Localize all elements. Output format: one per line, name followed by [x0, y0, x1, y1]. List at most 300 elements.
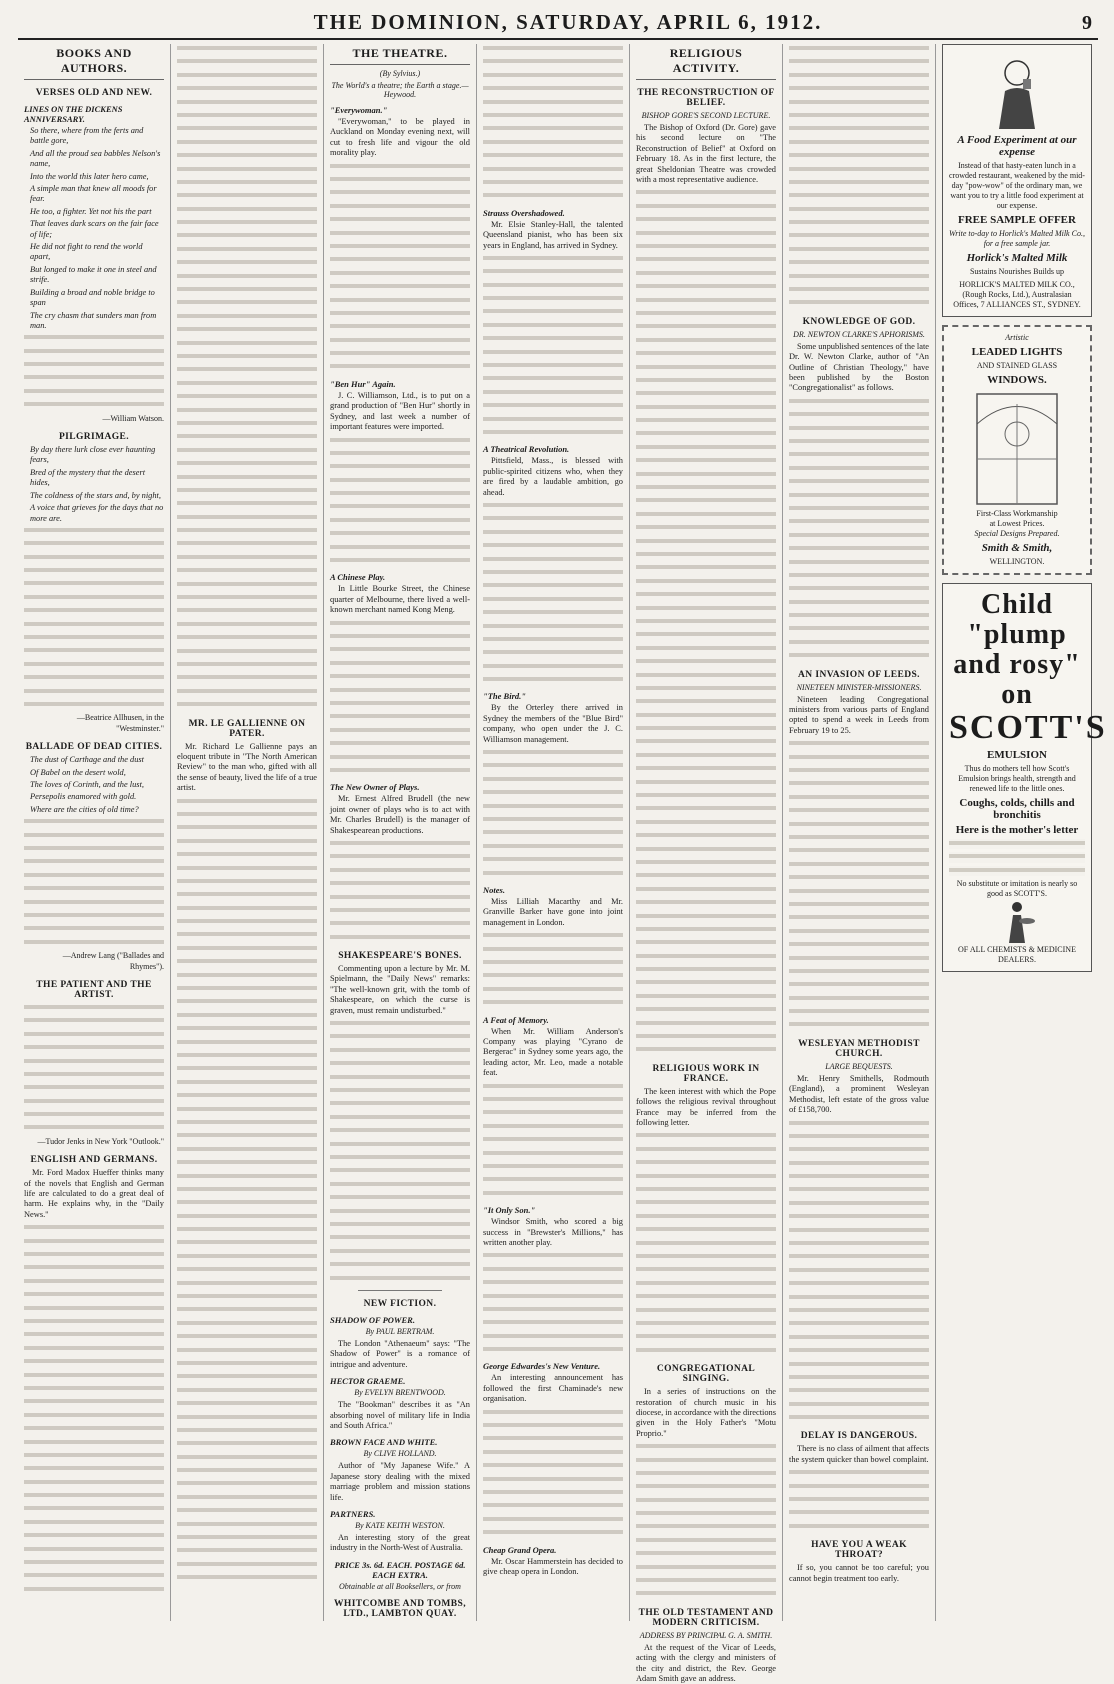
text-filler: [24, 593, 164, 603]
text-filler: [636, 309, 776, 319]
text-filler: [789, 980, 929, 990]
text-filler: [483, 1305, 623, 1315]
smith-line4: WINDOWS.: [987, 374, 1047, 386]
text-filler: [636, 349, 776, 359]
text-filler: [177, 890, 317, 900]
text-filler: [636, 992, 776, 1002]
text-filler: [789, 806, 929, 816]
text-filler: [483, 1461, 623, 1471]
text-filler: [177, 1453, 317, 1463]
text-filler: [483, 428, 623, 438]
text-filler: [330, 309, 470, 319]
text-filler: [789, 1333, 929, 1343]
text-filler: [177, 1091, 317, 1101]
text-filler: [636, 804, 776, 814]
text-filler: [330, 632, 470, 642]
text-filler: [483, 307, 623, 317]
text-filler: [177, 984, 317, 994]
text-filler: [177, 191, 317, 201]
text-filler: [177, 392, 317, 402]
text-filler: [24, 1083, 164, 1093]
text-filler: [789, 517, 929, 527]
text-filler: [330, 1086, 470, 1096]
text-filler: [330, 1233, 470, 1243]
text-filler: [24, 1330, 164, 1340]
text-filler: [177, 339, 317, 349]
poem-attribution: —Tudor Jenks in New York "Outlook.": [37, 1136, 164, 1146]
text-filler: [177, 1172, 317, 1182]
text-filler: [636, 858, 776, 868]
text-filler: [789, 833, 929, 843]
text-filler: [483, 945, 623, 955]
text-filler: [636, 403, 776, 413]
text-filler: [636, 1346, 776, 1356]
theatre-subheading: "Everywoman.": [330, 105, 388, 115]
text-filler: [636, 1239, 776, 1249]
text-filler: [177, 486, 317, 496]
text-filler: [636, 363, 776, 373]
article-text: Mr. Oscar Hammerstein has decided to give cheap opera in London.: [483, 1556, 623, 1576]
text-filler: [483, 1501, 623, 1511]
text-filler: [789, 766, 929, 776]
text-filler: [330, 296, 470, 306]
text-filler: [483, 514, 623, 524]
poem-line: Bred of the mystery that the desert hides,: [30, 467, 146, 488]
text-filler: [483, 1082, 623, 1092]
text-filler: [636, 1158, 776, 1168]
text-filler: [789, 873, 929, 883]
horlicks-address: HORLICK'S MALTED MILK CO., (Rough Rocks, Ltd.), Australasian Offices, 7 ALLIANCES ST., SYDNEY.: [953, 280, 1081, 309]
text-filler: [636, 1469, 776, 1479]
book-description: Author of "My Japanese Wife." A Japanese story dealing with the mixed marriage problem and mission stations life.: [330, 1461, 470, 1502]
text-filler: [24, 673, 164, 683]
text-filler: [636, 818, 776, 828]
section-heading-religious: RELIGIOUS ACTIVITY.: [636, 46, 776, 80]
text-filler: [483, 361, 623, 371]
text-filler: [789, 1266, 929, 1276]
text-filler: [789, 437, 929, 447]
text-filler: [789, 900, 929, 910]
text-filler: [177, 1212, 317, 1222]
text-filler: [177, 1225, 317, 1235]
text-filler: [24, 1003, 164, 1013]
text-filler: [636, 898, 776, 908]
text-filler: [24, 1438, 164, 1448]
text-filler: [177, 1332, 317, 1342]
text-filler: [177, 1560, 317, 1570]
text-filler: [789, 611, 929, 621]
text-filler: [177, 1051, 317, 1061]
article-text: Nineteen leading Congregational ministers from various parts of England opted to spend a week in Leeds from February 19 to 25.: [789, 694, 929, 735]
book-description: The London "Athenaeum" says: "The Shadow of Power" is a romance of intrigue and adventure.: [330, 1338, 470, 1369]
article-text: "Everywoman," to be played in Auckland on Monday evening next, will cut to fresh life and vigour the old morality play.: [330, 117, 470, 158]
text-filler: [24, 1545, 164, 1555]
text-filler: [636, 938, 776, 948]
verses-heading: VERSES OLD AND NEW.: [35, 88, 153, 98]
poem-line: The loves of Corinth, and the lust,: [30, 780, 144, 789]
text-filler: [483, 528, 623, 538]
text-filler: [789, 245, 929, 255]
text-filler: [789, 598, 929, 608]
text-filler: [789, 1132, 929, 1142]
article-text: The Bishop of Oxford (Dr. Gore) gave his second lecture on "The Reconstruction of Belief" at Oxford on February 18. As in the first lecture, the great Sheldonian Theatre was crowded with a most representative audience.: [636, 123, 776, 185]
article-text: At the request of the Vicar of Leeds, acting with the clergy and ministers of the city and district, the Rev. George Adam Smith gave an address.: [636, 1642, 776, 1684]
text-filler: [330, 255, 470, 265]
text-filler: [177, 98, 317, 108]
text-filler: [483, 581, 623, 591]
text-filler: [636, 1145, 776, 1155]
text-filler: [789, 1119, 929, 1129]
text-filler: [789, 1319, 929, 1329]
text-filler: [636, 1549, 776, 1559]
text-filler: [24, 1558, 164, 1568]
text-filler: [636, 1536, 776, 1546]
text-filler: [177, 111, 317, 121]
stained-glass-icon: [962, 389, 1072, 509]
article-text: Some unpublished sentences of the late Dr. W. Newton Clarke, author of "An Outline of Christian Theology," have been published by the Boston "Congregationalist" as follows.: [789, 341, 929, 393]
text-filler: [636, 1482, 776, 1492]
text-filler: [330, 1059, 470, 1069]
poem-line: So there, where from the ferts and battle gore,: [30, 126, 144, 146]
smith-line5: First-Class Workmanship: [976, 509, 1058, 518]
text-filler: [789, 558, 929, 568]
text-filler: [949, 839, 1085, 849]
text-filler: [483, 1108, 623, 1118]
text-filler: [177, 660, 317, 670]
smith-line3: AND STAINED GLASS: [976, 361, 1058, 370]
text-filler: [789, 584, 929, 594]
article-text: Windsor Smith, who scored a big success in "Brewster's Millions," has written another play.: [483, 1217, 623, 1247]
scotts-brand: SCOTT'S: [949, 709, 1107, 746]
text-filler: [636, 1589, 776, 1599]
text-filler: [789, 651, 929, 661]
text-filler: [483, 1095, 623, 1105]
text-filler: [24, 1317, 164, 1327]
text-filler: [177, 285, 317, 295]
gallienne-heading: MR. LE GALLIENNE ON PATER.: [188, 718, 306, 739]
text-filler: [330, 753, 470, 763]
horlicks-brand: Horlick's Malted Milk: [966, 252, 1068, 264]
text-filler: [789, 410, 929, 420]
text-filler: [636, 1496, 776, 1506]
text-filler: [330, 543, 470, 553]
article-text: Mr. Ernest Alfred Brudell (the new joint owner of plays who is to act with Mr. Charles Brudell) is the manager of Shakespearean productions.: [330, 794, 470, 835]
text-filler: [177, 944, 317, 954]
text-filler: [789, 138, 929, 148]
text-filler: [330, 712, 470, 722]
text-filler: [789, 1212, 929, 1222]
text-filler: [789, 940, 929, 950]
text-filler: [636, 711, 776, 721]
ballade-poem: [24, 755, 164, 972]
stage-subheading: A Theatrical Revolution.: [483, 444, 570, 455]
book-author: By KATE KEITH WESTON.: [355, 1520, 445, 1530]
knowledge-heading: KNOWLEDGE OF GOD.: [802, 316, 916, 327]
text-filler: [330, 362, 470, 372]
text-filler: [24, 1237, 164, 1247]
article-text: There is no class of ailment that affects the system quicker than bowel complaint.: [789, 1444, 929, 1464]
text-filler: [177, 673, 317, 683]
horlicks-offer: Write to-day to Horlick's Malted Milk Co., for a free sample jar.: [949, 229, 1085, 248]
text-filler: [24, 1397, 164, 1407]
patient-poem: [24, 1003, 164, 1147]
text-filler: [177, 473, 317, 483]
text-filler: [636, 255, 776, 265]
text-filler: [24, 1411, 164, 1421]
text-filler: [483, 648, 623, 658]
stage-subheading: "It Only Son.": [483, 1205, 536, 1216]
text-filler: [636, 496, 776, 506]
text-filler: [789, 298, 929, 308]
text-filler: [636, 751, 776, 761]
text-filler: [330, 726, 470, 736]
text-filler: [330, 436, 470, 446]
text-filler: [24, 1357, 164, 1367]
text-filler: [636, 1185, 776, 1195]
article-text: In a series of instructions on the restoration of church music in his diocese, in accordance with the directions given in the Holy Father's "Motu Proprio.": [636, 1387, 776, 1438]
text-filler: [177, 205, 317, 215]
text-filler: [177, 526, 317, 536]
text-filler: [330, 162, 470, 172]
text-filler: [24, 1464, 164, 1474]
delay-heading: DELAY IS DANGEROUS.: [800, 1431, 918, 1442]
article-text: When Mr. William Anderson's Company was playing "Cyrano de Bergerac" in Sydney some years ago, the leading actor, Mr. Leo, made a notable feat.: [483, 1026, 623, 1078]
text-filler: [330, 476, 470, 486]
text-filler: [483, 1421, 623, 1431]
text-filler: [177, 580, 317, 590]
text-filler: [24, 884, 164, 894]
article-text: By the Orterley there arrived in Sydney the members of the "Blue Bird" company, who open under the J. C. Williamson management.: [483, 703, 623, 744]
smith-advert: [942, 325, 1092, 575]
text-filler: [483, 415, 623, 425]
text-filler: [177, 1038, 317, 1048]
text-filler: [24, 620, 164, 630]
stage-subheading: A Feat of Memory.: [483, 1014, 549, 1025]
stage-subheading: George Edwardes's New Venture.: [483, 1361, 601, 1372]
text-filler: [789, 191, 929, 201]
column-theatre: [324, 44, 477, 1621]
text-filler: [483, 1175, 623, 1185]
text-filler: [24, 1518, 164, 1528]
text-filler: [636, 456, 776, 466]
text-filler: [177, 406, 317, 416]
book-title: PARTNERS.: [330, 1508, 376, 1519]
text-filler: [789, 1007, 929, 1017]
text-filler: [177, 1372, 317, 1382]
text-filler: [330, 1153, 470, 1163]
text-filler: [330, 449, 470, 459]
article-text: Mr. Henry Smithells, Rodmouth (England), a prominent Wesleyan Methodist, left estate of the gross value of £158,700.: [789, 1073, 929, 1115]
divider: [358, 1290, 442, 1291]
text-filler: [177, 1118, 317, 1128]
text-filler: [330, 1207, 470, 1217]
horlicks-body: Instead of that hasty-eaten lunch in a crowded restaurant, weakened by the mid-day "pow-wow" of the ordinary man, we want you to try a little food experiment at our expense.: [949, 161, 1085, 210]
text-filler: [636, 657, 776, 667]
text-filler: [24, 1123, 164, 1133]
text-filler: [177, 1399, 317, 1409]
text-filler: [789, 1226, 929, 1236]
text-filler: [636, 269, 776, 279]
text-filler: [177, 1466, 317, 1476]
text-filler: [177, 1279, 317, 1289]
text-filler: [636, 1442, 776, 1452]
smith-brand: Smith & Smith,: [981, 542, 1053, 554]
text-filler: [483, 267, 623, 277]
text-filler: [483, 294, 623, 304]
text-filler: [330, 1073, 470, 1083]
text-filler: [177, 365, 317, 375]
text-filler: [177, 864, 317, 874]
text-filler: [483, 401, 623, 411]
text-filler: [483, 1488, 623, 1498]
text-filler: [483, 815, 623, 825]
text-filler: [636, 1032, 776, 1042]
text-filler: [789, 1522, 929, 1532]
poem-attribution: —Beatrice Allhusen, in the "Westminster.": [76, 713, 164, 733]
text-filler: [636, 630, 776, 640]
text-filler: [330, 879, 470, 889]
text-filler: [636, 617, 776, 627]
text-filler: [177, 325, 317, 335]
text-filler: [177, 1413, 317, 1423]
text-filler: [483, 1122, 623, 1132]
text-filler: [636, 778, 776, 788]
text-filler: [177, 1359, 317, 1369]
text-filler: [330, 229, 470, 239]
text-filler: [177, 1573, 317, 1583]
text-filler: [177, 1479, 317, 1489]
text-filler: [177, 620, 317, 630]
horlicks-tagline: Sustains Nourishes Builds up: [969, 267, 1064, 276]
text-filler: [177, 700, 317, 710]
text-filler: [789, 218, 929, 228]
text-filler: [636, 282, 776, 292]
text-filler: [636, 188, 776, 198]
book-title: SHADOW OF POWER.: [330, 1314, 415, 1325]
text-filler: [789, 739, 929, 749]
text-filler: [483, 334, 623, 344]
text-filler: [636, 1212, 776, 1222]
article-text: An interesting announcement has followed the first Chaminade's new organisation.: [483, 1373, 623, 1404]
text-filler: [636, 965, 776, 975]
text-filler: [177, 1319, 317, 1329]
text-filler: [789, 1373, 929, 1383]
text-filler: [177, 151, 317, 161]
book-description: An interesting story of the great industry in the North-West of Australia.: [330, 1532, 470, 1553]
text-filler: [636, 912, 776, 922]
poem-line: The coldness of the stars and, by night,: [30, 490, 161, 500]
smith-line7: Special Designs Prepared.: [974, 529, 1060, 538]
text-filler: [789, 504, 929, 514]
text-filler: [177, 272, 317, 282]
text-filler: [789, 531, 929, 541]
text-filler: [24, 1250, 164, 1260]
text-filler: [177, 957, 317, 967]
text-filler: [483, 44, 623, 54]
text-filler: [24, 938, 164, 948]
text-filler: [330, 839, 470, 849]
text-filler: [636, 764, 776, 774]
text-filler: [636, 1306, 776, 1316]
poem-line: Where are the cities of old time?: [30, 804, 139, 814]
text-filler: [330, 1126, 470, 1136]
text-filler: [330, 739, 470, 749]
text-filler: [789, 111, 929, 121]
price-line: PRICE 3s. 6d. EACH. POSTAGE 6d. EACH EXTRA.: [334, 1559, 466, 1580]
theatre-motto: The World's a theatre; the Earth a stage.—Heywood.: [331, 81, 469, 99]
text-filler: [24, 1585, 164, 1595]
text-filler: [330, 462, 470, 472]
text-filler: [177, 1011, 317, 1021]
article-text: Mr. Ford Madox Hueffer thinks many of the novels that English and German life are calculated to do a great deal of harm. He explains why, in the "Daily News.": [24, 1168, 164, 1219]
text-filler: [330, 202, 470, 212]
text-filler: [24, 1070, 164, 1080]
scotts-proof: Here is the mother's letter: [955, 824, 1079, 836]
poem-line: The dust of Carthage and the dust: [30, 755, 144, 765]
column-religious: [630, 44, 783, 1684]
ballade-heading: BALLADE OF DEAD CITIES.: [25, 742, 163, 753]
leeds-heading: AN INVASION OF LEEDS.: [798, 669, 920, 680]
text-filler: [177, 245, 317, 255]
column-stage: [477, 44, 630, 1621]
text-filler: [483, 1278, 623, 1288]
text-filler: [177, 1198, 317, 1208]
column-books: [18, 44, 171, 1621]
reconstruction-heading: THE RECONSTRUCTION OF BELIEF.: [637, 88, 775, 108]
text-filler: [177, 513, 317, 523]
text-filler: [789, 571, 929, 581]
text-filler: [483, 761, 623, 771]
text-filler: [789, 1239, 929, 1249]
text-filler: [24, 1491, 164, 1501]
text-filler: [24, 566, 164, 576]
criticism-heading: THE OLD TESTAMENT AND MODERN CRITICISM.: [638, 1607, 774, 1628]
text-filler: [636, 831, 776, 841]
text-filler: [24, 844, 164, 854]
poem-line: But longed to make it one in steel and strife.: [30, 264, 157, 285]
stage-subheading: Strauss Overshadowed.: [483, 207, 565, 218]
text-filler: [483, 151, 623, 161]
text-filler: [177, 1145, 317, 1155]
text-filler: [24, 1344, 164, 1354]
scotts-body: Thus do mothers tell how Scott's Emulsion brings health, strength and renewed life to the little ones.: [958, 764, 1076, 793]
text-filler: [789, 1346, 929, 1356]
text-filler: [177, 1078, 317, 1088]
text-filler: [636, 376, 776, 386]
text-filler: [24, 1571, 164, 1581]
article-text: Miss Lilliah Macarthy and Mr. Granville Barker have gone into joint management in London.: [483, 897, 623, 927]
text-filler: [177, 877, 317, 887]
text-filler: [483, 1332, 623, 1342]
text-filler: [483, 622, 623, 632]
text-filler: [24, 1531, 164, 1541]
text-filler: [330, 1247, 470, 1257]
text-filler: [789, 1252, 929, 1262]
text-filler: [24, 857, 164, 867]
text-filler: [177, 1185, 317, 1195]
text-filler: [483, 931, 623, 941]
text-filler: [789, 1293, 929, 1303]
text-filler: [330, 502, 470, 512]
text-filler: [483, 1408, 623, 1418]
text-filler: [24, 526, 164, 536]
scotts-emulsion-advert: [942, 583, 1107, 972]
text-filler: [177, 539, 317, 549]
text-filler: [483, 775, 623, 785]
smith-line6: at Lowest Prices.: [989, 519, 1045, 528]
methodist-subheading: LARGE BEQUESTS.: [825, 1061, 893, 1071]
text-filler: [483, 802, 623, 812]
